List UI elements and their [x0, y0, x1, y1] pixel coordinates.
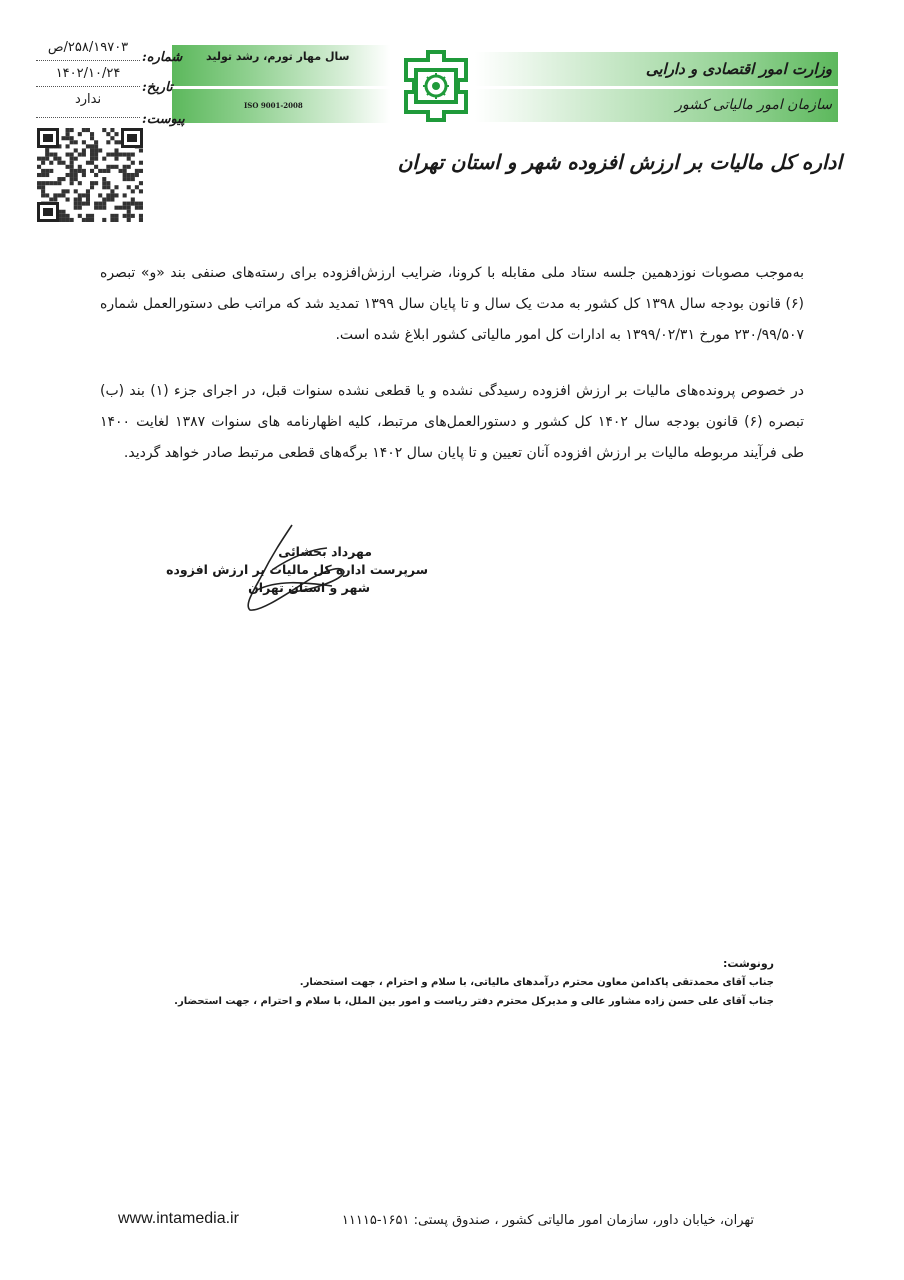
attachment-underline — [36, 117, 140, 118]
organization-name: سازمان امور مالیاتی کشور — [675, 97, 832, 113]
date-label: تاریخ: — [142, 80, 173, 95]
ministry-name: وزارت امور اقتصادی و دارایی — [645, 60, 832, 78]
number-label: شماره: — [142, 50, 183, 65]
header-band-divider-left — [172, 86, 390, 89]
cc-recipient-2: جناب آقای علی حسن زاده مشاور عالی و مدیرکل محترم دفتر ریاست و امور بین الملل، با سلام و احترام ، جهت استحضار. — [174, 996, 774, 1007]
header-band-divider — [475, 86, 838, 89]
date-value: ۱۴۰۲/۱۰/۲۴ — [55, 66, 121, 81]
cc-title: رونوشت: — [722, 957, 774, 970]
tax-organization-logo-icon — [398, 46, 474, 126]
footer-website: www.intamedia.ir — [118, 1210, 239, 1227]
qr-code-icon — [37, 128, 143, 222]
signatory-title-line2: شهر و استان تهران — [248, 580, 370, 595]
body-paragraph-1: به‌موجب مصوبات نوزدهمین جلسه ستاد ملی مقابله با کرونا، ضرایب ارزش‌افزوده برای رسته‌های صنفی بند «و» تبصره (۶) قانون بودجه سال ۱۳۹۸ کل کشور به مدت یک سال و تا پایان سال ۱۳۹۹ تمدید شد که مراتب طی دستورالعمل شماره ۲۳۰/۹۹/۵۰۷ مورخ ۱۳۹۹/۰۲/۳۱ به ادارات کل امور مالیاتی کشور ابلاغ شده است. — [100, 265, 804, 343]
cc-recipient-1: جناب آقای محمدتقی پاکدامن معاون محترم درآمدهای مالیاتی، با سلام و احترام ، جهت استحضار. — [299, 977, 774, 988]
body-paragraph-2: در خصوص پرونده‌های مالیات بر ارزش افزوده رسیدگی نشده و یا قطعی نشده سنوات قبل، در اجرای جزء (۱) بند (ب) تبصره (۶) قانون بودجه سال ۱۴۰۲ کل کشور و دستورالعمل‌های مرتبط، کلیه اظهارنامه های سنوات ۱۳۸۷ لغایت ۱۴۰۰ طی فرآیند مربوطه مالیات بر ارزش افزوده آنان تعیین و تا پایان سال ۱۴۰۲ برگه‌های قطعی مرتبط صادر خواهد گردید. — [100, 383, 805, 461]
signatory-title-line1: سرپرست اداره کل مالیات بر ارزش افزوده — [166, 562, 428, 577]
attachment-label: پیوست: — [142, 112, 185, 127]
footer-address: تهران، خیابان داور، سازمان امور مالیاتی کشور ، صندوق پستی: ۱۶۵۱-۱۱۱۱۵ — [341, 1213, 754, 1228]
number-value: ۲۵۸/۱۹۷۰۳/ص — [47, 40, 129, 55]
year-slogan: سال مهار تورم، رشد تولید — [206, 50, 350, 63]
department-title: اداره کل مالیات بر ارزش افزوده شهر و استان تهران — [397, 150, 842, 174]
signatory-name: مهرداد بخشائی — [278, 544, 372, 559]
iso-certification: ISO 9001-2008 — [244, 101, 303, 110]
number-underline — [36, 60, 140, 61]
attachment-value: ندارد — [74, 92, 102, 107]
date-underline — [36, 86, 140, 87]
